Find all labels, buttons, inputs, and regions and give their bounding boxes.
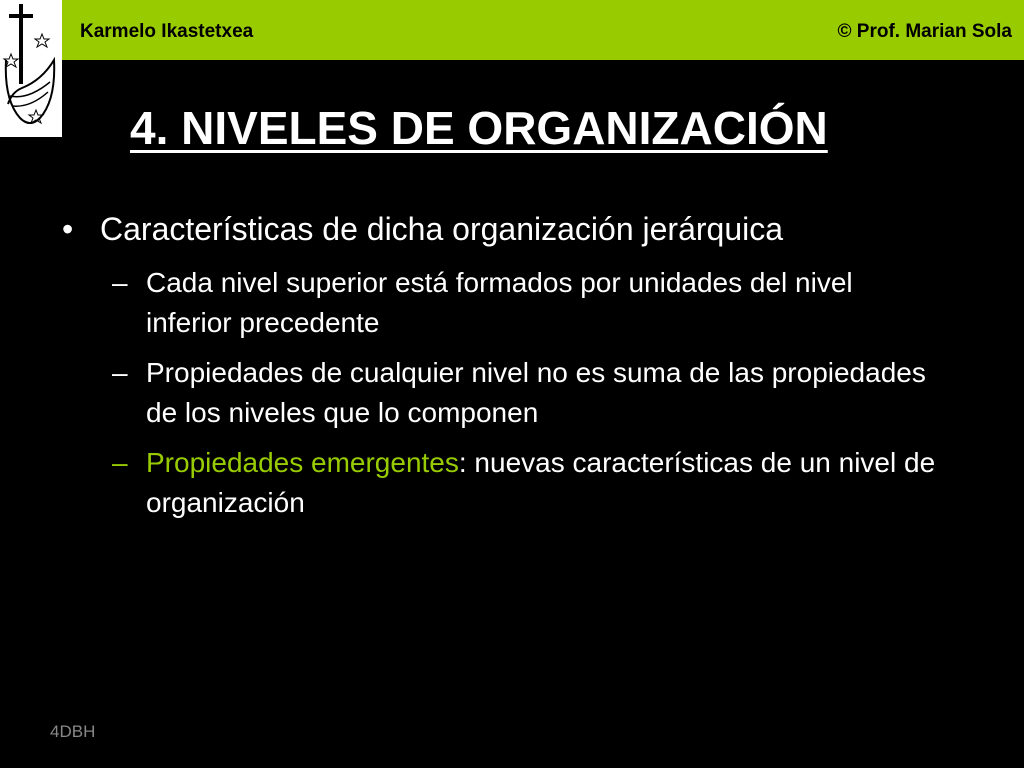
bullet-marker: •: [62, 211, 74, 247]
subpoint-text: [146, 443, 942, 523]
subpoint-rest: : nuevas características de un nivel de organización: [146, 447, 936, 518]
subpoint-text: Cada nivel superior está formados por unidades del nivel inferior precedente: [146, 267, 853, 338]
main-bullet: [62, 208, 982, 250]
subpoint: [112, 353, 942, 433]
dash-marker: –: [112, 447, 128, 478]
subpoint-text: Propiedades de cualquier nivel no es suma de las propiedades de los niveles que lo componen: [146, 357, 926, 428]
subpoint: [112, 263, 942, 343]
carmelite-shield-icon: [0, 0, 62, 137]
dash-marker: –: [112, 357, 128, 388]
highlight-term: Propiedades emergentes: [146, 447, 459, 478]
subpoint: [112, 443, 942, 523]
logo: [0, 0, 62, 137]
footer-label: 4DBH: [50, 722, 96, 741]
dash-marker: –: [112, 267, 128, 298]
header-school-name: Karmelo Ikastetxea: [80, 21, 254, 42]
header-author: © Prof. Marian Sola: [837, 21, 1012, 42]
slide-title: 4. NIVELES DE ORGANIZACIÓN: [130, 102, 828, 154]
main-bullet-text: Características de dicha organización jerárquica: [100, 211, 784, 247]
